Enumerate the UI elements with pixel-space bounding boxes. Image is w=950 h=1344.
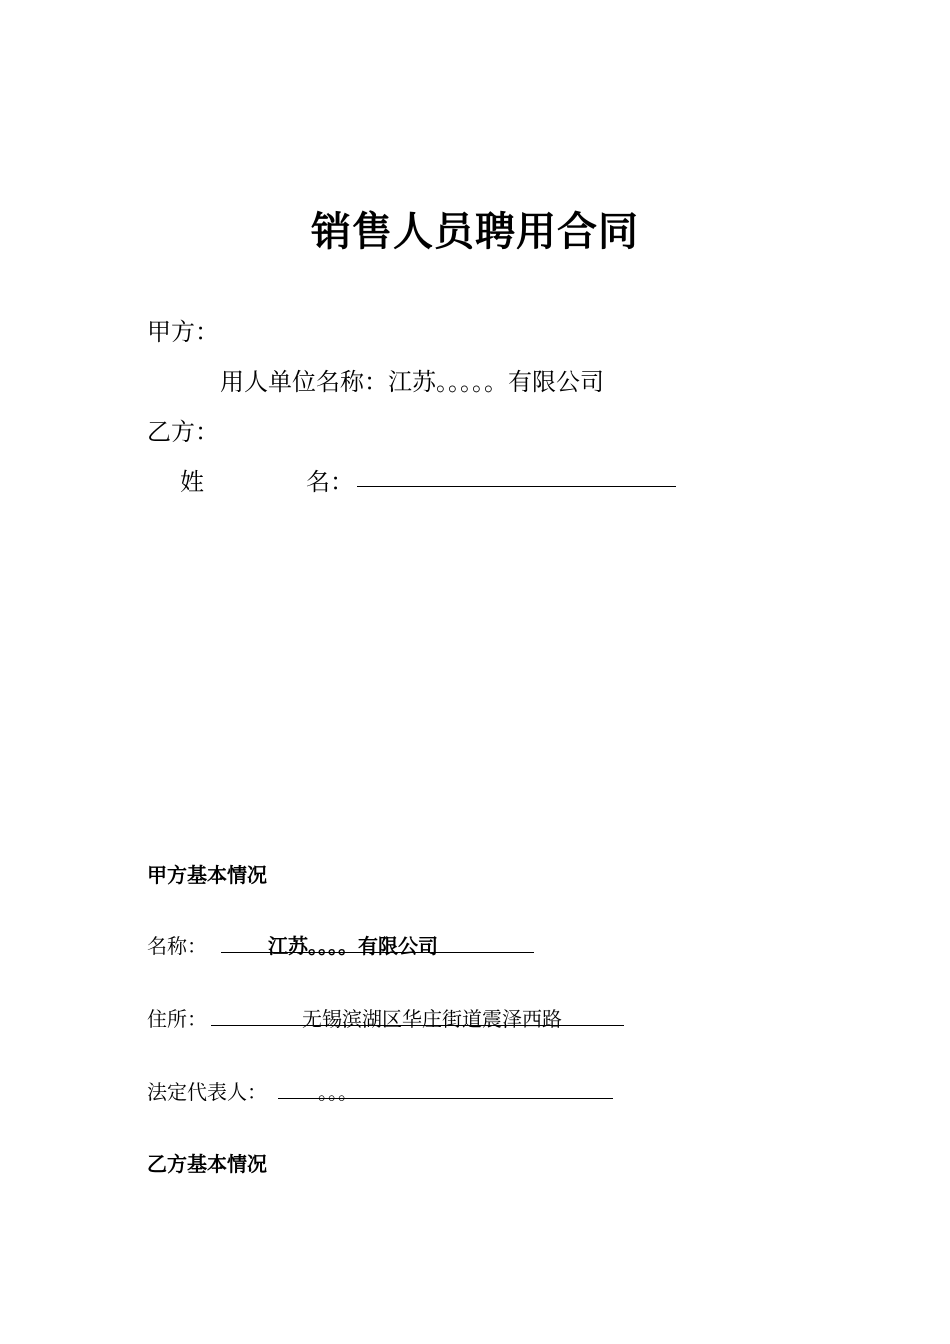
employer-name-value: 江苏。。。。。有限公司 — [388, 368, 604, 396]
employee-name-label-1: 姓 — [180, 468, 204, 496]
party-b-label: 乙方： — [147, 418, 219, 446]
party-a-info-heading: 甲方基本情况 — [147, 863, 267, 887]
contract-title: 销售人员聘用合同 — [311, 209, 639, 255]
party-a-rep-value: 。。。 — [318, 1080, 358, 1104]
party-a-name-value: 江苏。。。。有限公司 — [268, 934, 438, 958]
party-a-rep-label: 法定代表人： — [147, 1080, 267, 1104]
party-a-label: 甲方： — [147, 318, 219, 346]
party-a-address-label: 住所： — [147, 1007, 207, 1031]
employee-name-blank[interactable] — [357, 486, 676, 487]
party-a-name-label: 名称： — [147, 934, 207, 958]
party-a-address-value: 无锡滨湖区华庄街道震泽西路 — [302, 1007, 562, 1031]
employer-name-label: 用人单位名称： — [220, 368, 388, 396]
employee-name-label-2: 名： — [306, 468, 354, 496]
employer-name-line — [220, 362, 604, 397]
party-b-info-heading: 乙方基本情况 — [147, 1152, 267, 1176]
